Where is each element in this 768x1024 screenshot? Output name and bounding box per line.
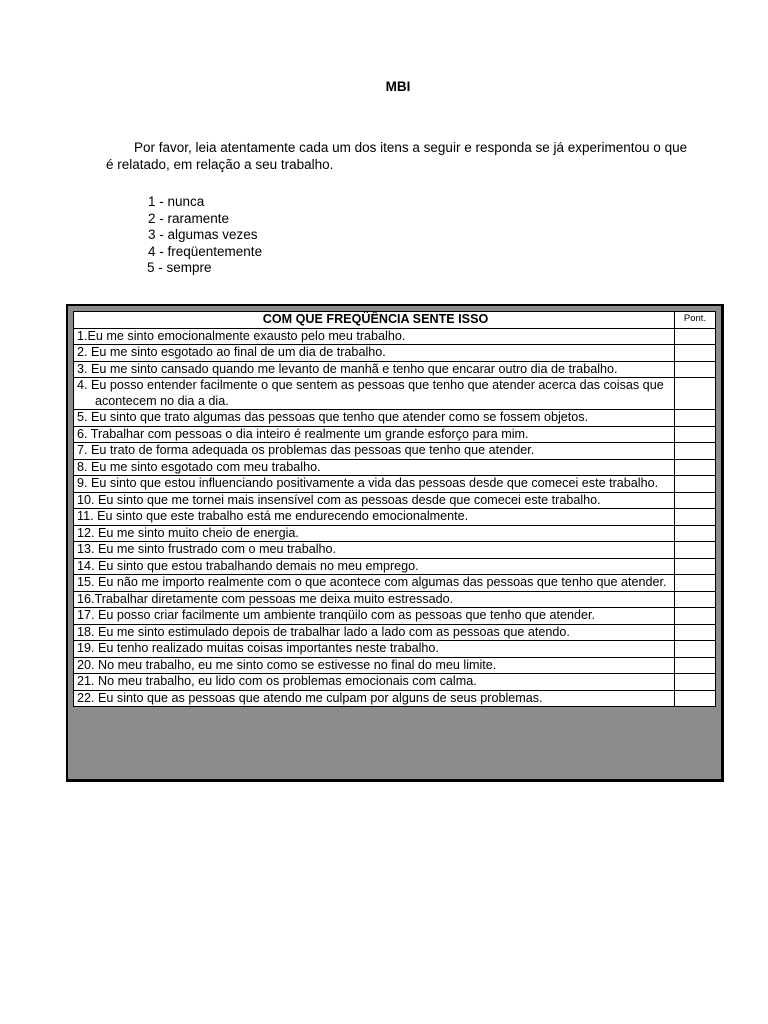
- table-row: [74, 361, 716, 378]
- score-cell[interactable]: [675, 345, 716, 362]
- score-cell[interactable]: [675, 459, 716, 476]
- scale-option: 3 - algumas vezes: [148, 227, 258, 242]
- question-text: 13. Eu me sinto frustrado com o meu trabalho.: [77, 542, 337, 556]
- question-column-header: COM QUE FREQÜÊNCIA SENTE ISSO: [74, 312, 675, 329]
- score-cell[interactable]: [675, 591, 716, 608]
- table-row: [74, 492, 716, 509]
- score-column-header: Pont.: [675, 312, 716, 329]
- question-text: 4. Eu posso entender facilmente o que sentem as pessoas que tenho que atender acerca das coisas que acontecem no dia a dia.: [77, 378, 664, 408]
- question-text: 17. Eu posso criar facilmente um ambiente tranqüilo com as pessoas que tenho que atender.: [77, 608, 596, 622]
- score-cell[interactable]: [675, 426, 716, 443]
- table-row: [74, 542, 716, 559]
- question-cell: [74, 328, 675, 345]
- question-cell: [74, 657, 675, 674]
- question-cell: [74, 674, 675, 691]
- score-cell[interactable]: [675, 690, 716, 707]
- table-row: [74, 674, 716, 691]
- question-text: 1.Eu me sinto emocionalmente exausto pelo meu trabalho.: [77, 328, 406, 343]
- question-text: 15. Eu não me importo realmente com o que acontece com algumas das pessoas que tenho que atender.: [77, 575, 667, 589]
- table-row: [74, 443, 716, 460]
- questionnaire-items: [74, 328, 716, 707]
- table-row: [74, 410, 716, 427]
- question-text: 8. Eu me sinto esgotado com meu trabalho.: [77, 459, 321, 474]
- question-cell: [74, 345, 675, 362]
- question-text: 22. Eu sinto que as pessoas que atendo me culpam por alguns de seus problemas.: [77, 690, 543, 705]
- score-cell[interactable]: [675, 476, 716, 493]
- scale-option: 2 - raramente: [148, 210, 230, 226]
- table-row: [74, 459, 716, 476]
- table-row: [74, 657, 716, 674]
- page-title: MBI: [385, 79, 411, 94]
- score-cell[interactable]: [675, 328, 716, 345]
- question-cell: [74, 575, 675, 592]
- scale-option: 5 - sempre: [147, 260, 212, 275]
- question-text: 2. Eu me sinto esgotado ao final de um dia de trabalho.: [77, 345, 386, 359]
- question-cell: [74, 361, 675, 378]
- question-text: 20. No meu trabalho, eu me sinto como se estivesse no final do meu limite.: [77, 657, 497, 672]
- question-text: 9. Eu sinto que estou influenciando positivamente a vida das pessoas desde que comecei este trabalho.: [77, 476, 659, 490]
- score-cell[interactable]: [675, 378, 716, 410]
- table-row: [74, 378, 716, 410]
- question-text: 19. Eu tenho realizado muitas coisas importantes neste trabalho.: [77, 641, 439, 655]
- question-cell: [74, 641, 675, 658]
- score-cell[interactable]: [675, 674, 716, 691]
- question-cell: [74, 410, 675, 427]
- table-row: [74, 608, 716, 625]
- question-text: 6. Trabalhar com pessoas o dia inteiro é realmente um grande esforço para mim.: [77, 426, 529, 441]
- score-cell[interactable]: [675, 542, 716, 559]
- question-text: 11. Eu sinto que este trabalho está me endurecendo emocionalmente.: [77, 509, 469, 523]
- question-cell: [74, 608, 675, 625]
- question-cell: [74, 624, 675, 641]
- question-cell: [74, 525, 675, 542]
- question-text: 21. No meu trabalho, eu lido com os problemas emocionais com calma.: [77, 674, 477, 688]
- question-text: 3. Eu me sinto cansado quando me levanto de manhã e tenho que encarar outro dia de trabalho.: [77, 361, 618, 376]
- question-cell: [74, 509, 675, 526]
- response-scale: [148, 194, 262, 277]
- table-row: [74, 525, 716, 542]
- question-cell: [74, 443, 675, 460]
- score-cell[interactable]: [675, 641, 716, 658]
- questionnaire-table: [73, 311, 716, 707]
- score-cell[interactable]: [675, 525, 716, 542]
- score-cell[interactable]: [675, 492, 716, 509]
- table-row: [74, 575, 716, 592]
- question-cell: [74, 426, 675, 443]
- question-text: 18. Eu me sinto estimulado depois de trabalhar lado a lado com as pessoas que atendo.: [77, 624, 570, 639]
- instructions-line-2: é relatado, em relação a seu trabalho.: [106, 157, 334, 172]
- table-row: [74, 558, 716, 575]
- question-cell: [74, 459, 675, 476]
- score-cell[interactable]: [675, 410, 716, 427]
- score-cell[interactable]: [675, 575, 716, 592]
- table-row: [74, 641, 716, 658]
- score-cell[interactable]: [675, 361, 716, 378]
- score-cell[interactable]: [675, 443, 716, 460]
- question-cell: [74, 591, 675, 608]
- score-cell[interactable]: [675, 509, 716, 526]
- score-cell[interactable]: [675, 624, 716, 641]
- scale-option: 1 - nunca: [148, 194, 205, 209]
- question-text: 5. Eu sinto que trato algumas das pessoas que tenho que atender como se fossem objetos.: [77, 410, 589, 424]
- score-cell[interactable]: [675, 657, 716, 674]
- question-text: 16.Trabalhar diretamente com pessoas me deixa muito estressado.: [77, 591, 454, 606]
- table-row: [74, 345, 716, 362]
- table-row: [74, 328, 716, 345]
- instructions-paragraph: [106, 139, 706, 173]
- table-row: [74, 690, 716, 707]
- table-row: [74, 509, 716, 526]
- question-cell: [74, 542, 675, 559]
- score-cell[interactable]: [675, 608, 716, 625]
- question-cell: [74, 492, 675, 509]
- table-row: [74, 624, 716, 641]
- questionnaire-table-frame: [66, 304, 724, 782]
- table-row: [74, 591, 716, 608]
- question-text: 10. Eu sinto que me tornei mais insensível com as pessoas desde que comecei este trabalho.: [77, 492, 601, 507]
- scale-option: 4 - freqüentemente: [148, 243, 263, 259]
- question-cell: [74, 476, 675, 493]
- table-row: [74, 476, 716, 493]
- question-text: 12. Eu me sinto muito cheio de energia.: [77, 525, 299, 540]
- question-cell: [74, 690, 675, 707]
- question-cell: [74, 378, 675, 410]
- table-header-row: [74, 312, 716, 329]
- score-cell[interactable]: [675, 558, 716, 575]
- instructions-line-1: Por favor, leia atentamente cada um dos itens a seguir e responda se já experimentou o que: [134, 140, 688, 155]
- table-row: [74, 426, 716, 443]
- question-cell: [74, 558, 675, 575]
- question-text: 14. Eu sinto que estou trabalhando demais no meu emprego.: [77, 558, 419, 573]
- question-text: 7. Eu trato de forma adequada os problemas das pessoas que tenho que atender.: [77, 443, 535, 457]
